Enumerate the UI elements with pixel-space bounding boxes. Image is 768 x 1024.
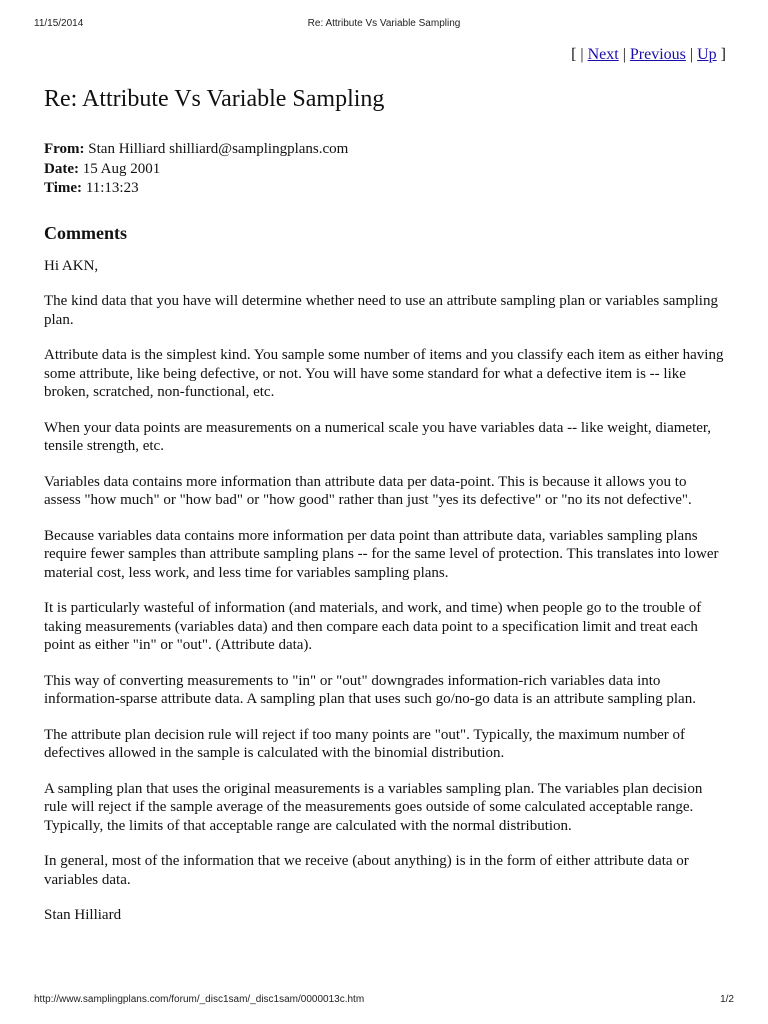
- print-footer: [34, 994, 734, 1008]
- page-number: 1/2: [720, 994, 734, 1005]
- comments-heading: Comments: [44, 222, 127, 243]
- signature: Stan Hilliard: [44, 907, 122, 923]
- date-value: 15 Aug 2001: [82, 160, 161, 177]
- print-date: 11/15/2014: [34, 18, 84, 29]
- paragraph: This way of converting measurements to "in" or "out" downgrades information-rich variables data into information-sparse attribute data. A sampling plan that uses such go/no-go data is an attribute sampling plan.: [44, 672, 696, 707]
- previous-link[interactable]: Previous: [629, 46, 686, 63]
- nav-open-bracket: [ |: [571, 46, 584, 63]
- message-meta: [44, 140, 724, 199]
- print-page-title: Re: Attribute Vs Variable Sampling: [307, 18, 461, 29]
- paragraph: Because variables data contains more information per data point than attribute data, variables sampling plans require fewer samples than attribute sampling plans -- for the same level of protection. This translates into lower material cost, less work, and less time for variables sampling plans.: [44, 527, 719, 581]
- message-body: [44, 82, 724, 942]
- message-title: Re: Attribute Vs Variable Sampling: [44, 86, 385, 112]
- from-value: Stan Hilliard shilliard@samplingplans.com: [88, 141, 349, 157]
- paragraph: The attribute plan decision rule will reject if too many points are "out". Typically, the maximum number of defectives allowed in the sample is calculated with the binomial distribution.: [44, 726, 686, 761]
- nav-separator: |: [622, 46, 626, 63]
- time-row: [44, 179, 724, 199]
- time-value: 11:13:23: [85, 180, 139, 196]
- paragraph: Variables data contains more information than attribute data per data-point. This is because it allows you to assess "how much" or "how bad" or "how good" rather than just "yes its defective" or "no its not defective".: [44, 473, 692, 508]
- paragraph: It is particularly wasteful of information (and materials, and work, and time) when people go to the trouble of taking measurements (variables data) and then compare each data point to a specification limit and treat each point as either "in" or "out". (Attribute data).: [44, 600, 702, 653]
- nav-separator: |: [689, 46, 694, 63]
- paragraph: The kind data that you have will determine whether need to use an attribute sampling plan or variables sampling plan.: [44, 293, 718, 328]
- paragraph: When your data points are measurements on a numerical scale you have variables data -- like weight, diameter, tensile strength, etc.: [44, 419, 712, 454]
- paragraph: In general, most of the information that we receive (about anything) is in the form of either attribute data or variables data.: [44, 853, 689, 888]
- from-label: From:: [44, 141, 85, 157]
- date-row: [44, 160, 724, 180]
- from-row: [44, 140, 724, 160]
- next-link[interactable]: Next: [587, 46, 619, 63]
- date-label: Date:: [44, 160, 79, 177]
- nav-close-bracket: ]: [720, 46, 726, 63]
- greeting: Hi AKN,: [44, 257, 99, 274]
- paragraph: Attribute data is the simplest kind. You sample some number of items and you classify each item as either having some attribute, like being defective, or not. You will have some standard for what a defective item is -- like broken, scratched, non-functional, etc.: [44, 347, 724, 400]
- up-link[interactable]: Up: [697, 46, 717, 63]
- print-header: [34, 18, 734, 32]
- page-url: http://www.samplingplans.com/forum/_disc1sam/_disc1sam/0000013c.htm: [34, 994, 365, 1005]
- time-label: Time:: [44, 180, 83, 196]
- thread-nav: [571, 46, 726, 64]
- paragraph: A sampling plan that uses the original measurements is a variables sampling plan. The variables plan decision rule will reject if the sample average of the measurements goes outside of some calculated acceptable range. Typically, the limits of that acceptable range are calculated with the normal distribution.: [44, 780, 703, 834]
